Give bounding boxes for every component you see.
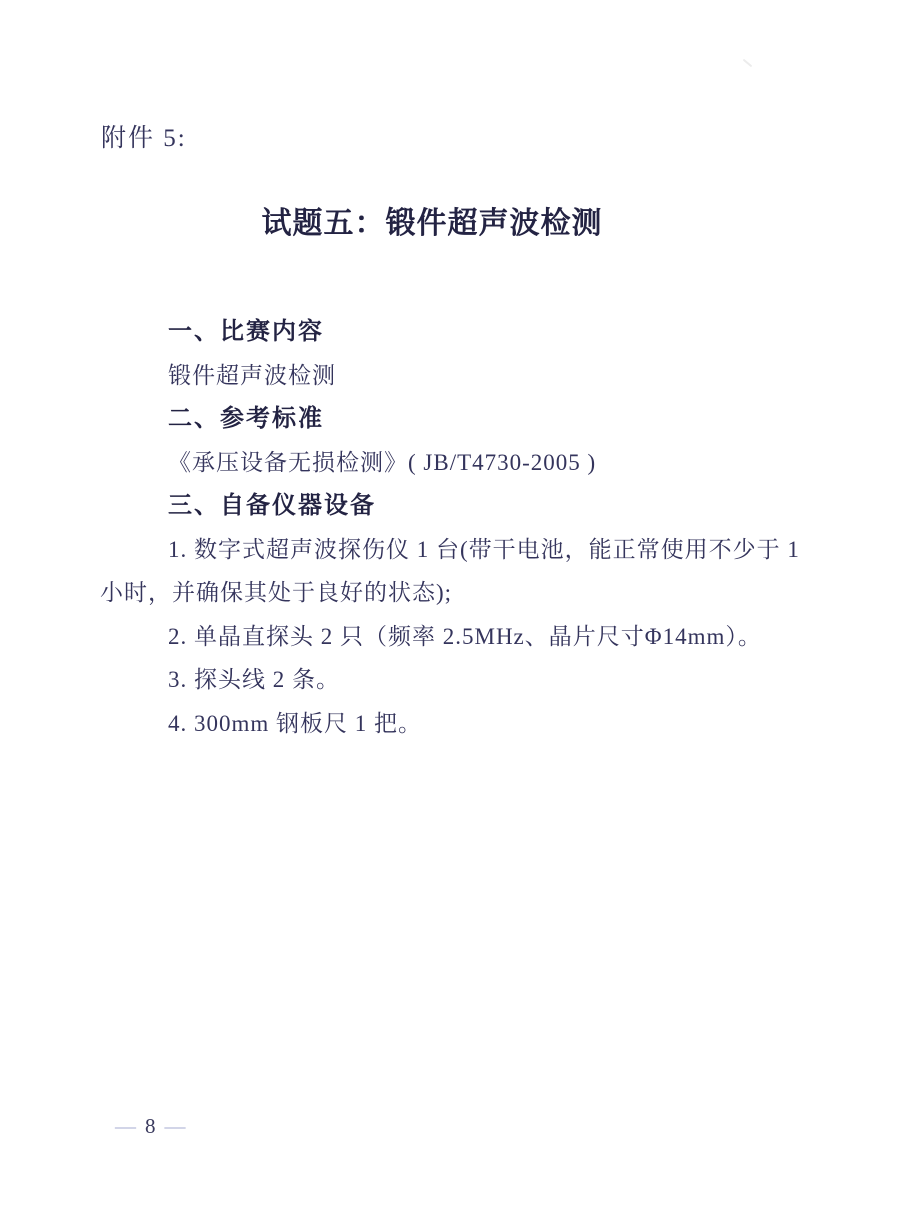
section-heading-competition-content: 一、比赛内容 — [168, 318, 324, 345]
attachment-label: 附件 5: — [101, 125, 187, 152]
competition-content-text: 锻件超声波检测 — [168, 362, 336, 388]
scan-artifact — [743, 59, 753, 68]
equipment-item-1: 1. 数字式超声波探伤仪 1 台(带干电池，能正常使用不少于 1 小时，并确保其处于良好的状态); — [100, 536, 800, 605]
equipment-item-4: 4. 300mm 钢板尺 1 把。 — [168, 710, 423, 736]
reference-standard-text: 《承压设备无损检测》( JB/T4730-2005 ) — [168, 449, 597, 475]
section-heading-reference-standard: 二、参考标准 — [168, 405, 324, 432]
document-body — [100, 310, 812, 745]
section-heading-self-provided-equipment: 三、自备仪器设备 — [168, 492, 376, 519]
page-number-dash-right: — — [164, 1114, 186, 1138]
page-number-dash-left: — — [115, 1114, 136, 1138]
page-number-value: 8 — [145, 1114, 156, 1138]
equipment-item-3: 3. 探头线 2 条。 — [168, 667, 340, 692]
equipment-item-2: 2. 单晶直探头 2 只（频率 2.5MHz、晶片尺寸Φ14mm）。 — [168, 623, 762, 649]
document-title: 试题五：锻件超声波检测 — [261, 207, 603, 240]
page-number — [106, 1114, 195, 1139]
